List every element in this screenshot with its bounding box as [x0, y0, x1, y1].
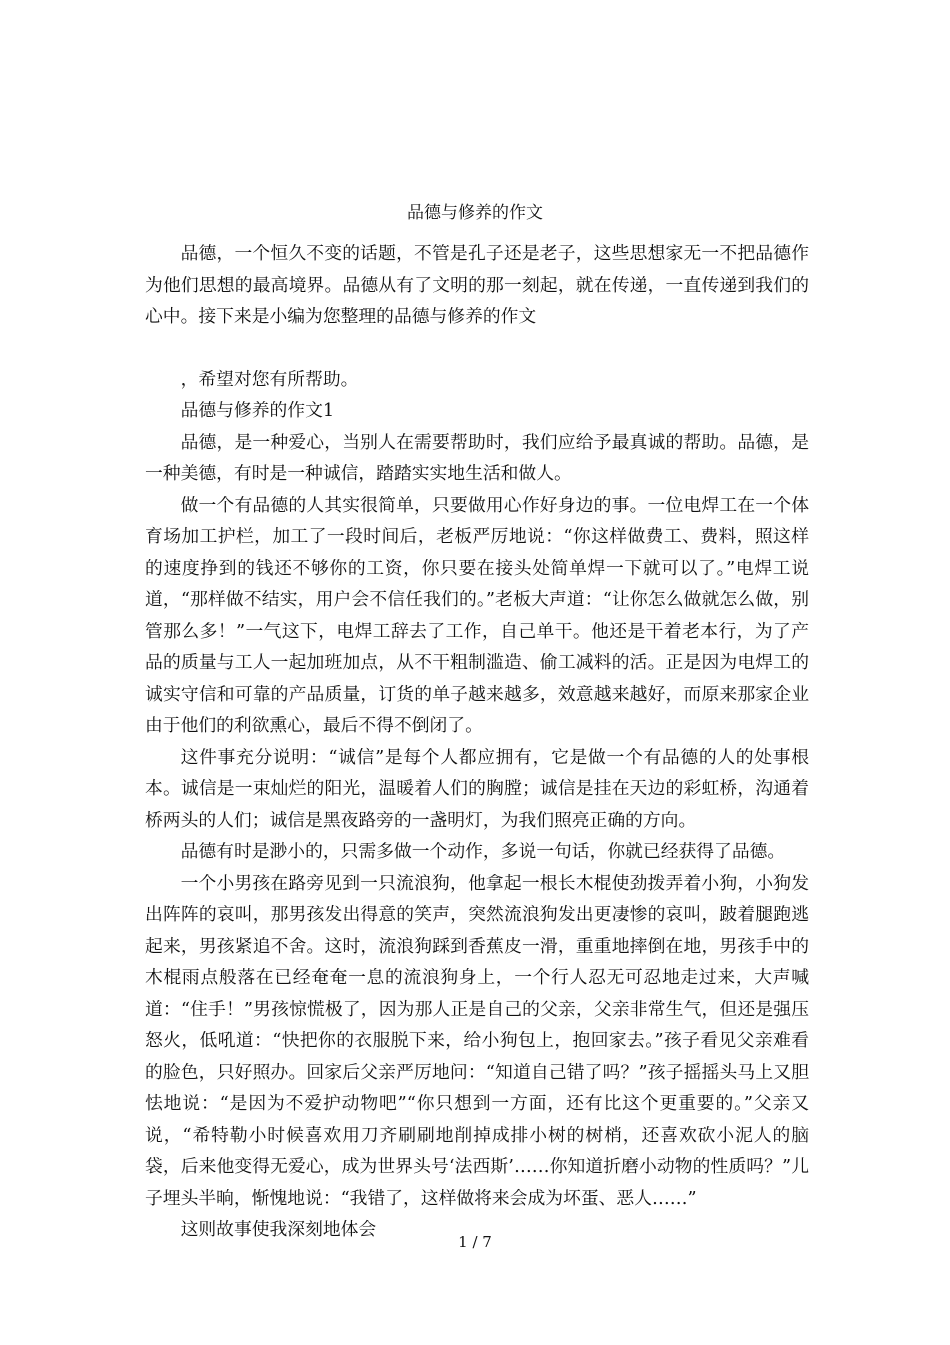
paragraph-intro: 品德，一个恒久不变的话题，不管是孔子还是老子，这些思想家无一不把品德作为他们思想的最高境界。品德从有了文明的那一刻起，就在传递，一直传递到我们的心中。接下来是小编为您整理的品德与修养的作文	[145, 243, 809, 327]
document-body	[145, 238, 809, 1246]
paragraph: 这则故事使我深刻地体会	[180, 1219, 377, 1240]
paragraph: 做一个有品德的人其实很简单，只要做用心作好身边的事。一位电焊工在一个体育场加工护栏，加工了一段时间后，老板严厉地说：“你这样做费工、费料，照这样的速度挣到的钱还不够你的工资，你只要在接头处简单焊一下就可以了。”电焊工说道，“那样做不结实，用户会不信任我们的。”老板大声道：“让你怎么做就怎么做，别管那么多！”一气这下，电焊工辞去了工作，自己单干。他还是干着老本行，为了产品的质量与工人一起加班加点，从不干粗制滥造、偷工减料的活。正是因为电焊工的诚实守信和可靠的产品质量，订货的单子越来越多，效意越来越好，而原来那家企业由于他们的利欲熏心，最后不得不倒闭了。	[145, 494, 809, 736]
paragraph: 品德有时是渺小的，只需多做一个动作，多说一句话，你就已经获得了品德。	[180, 841, 786, 862]
paragraph-wish: ，希望对您有所帮助。	[180, 368, 359, 390]
page-number: 1 / 7	[458, 1233, 492, 1251]
paragraph: 一个小男孩在路旁见到一只流浪狗，他拿起一根长木棍使劲拨弄着小狗，小狗发出阵阵的哀叫，那男孩发出得意的笑声，突然流浪狗发出更凄惨的哀叫，跛着腿跑逃起来，男孩紧追不舍。这时，流浪狗踩到香蕉皮一滑，重重地摔倒在地，男孩手中的木棍雨点般落在已经奄奄一息的流浪狗身上，一个行人忍无可忍地走过来，大声喊道：“住手！”男孩惊慌极了，因为那人正是自己的父亲，父亲非常生气，但还是强压怒火，低吼道：“快把你的衣服脱下来，给小狗包上，抱回家去。”孩子看见父亲难看的脸色，只好照办。回家后父亲严厉地问：“知道自己错了吗？”孩子摇摇头马上又胆怯地说：“是因为不爱护动物吧”“你只想到一方面，还有比这个更重要的。”父亲又说，“希特勒小时候喜欢用刀齐刷刷地削掉成排小树的树梢，还喜欢砍小泥人的脑袋，后来他变得无爱心，成为世界头号‘法西斯’……你知道折磨小动物的性质吗？”儿子埋头半晌，惭愧地说：“我错了，这样做将来会成为坏蛋、恶人……”	[145, 872, 809, 1209]
section-heading: 品德与修养的作文1	[180, 400, 335, 421]
paragraph: 品德，是一种爱心，当别人在需要帮助时，我们应给予最真诚的帮助。品德，是一种美德，有时是一种诚信，踏踏实实地生活和做人。	[145, 431, 809, 484]
document-title: 品德与修养的作文	[407, 203, 543, 223]
paragraph: 这件事充分说明：“诚信”是每个人都应拥有，它是做一个有品德的人的处事根本。诚信是一束灿烂的阳光，温暖着人们的胸膛；诚信是挂在天边的彩虹桥，沟通着桥两头的人们；诚信是黑夜路旁的一盏明灯，为我们照亮正确的方向。	[145, 746, 809, 831]
